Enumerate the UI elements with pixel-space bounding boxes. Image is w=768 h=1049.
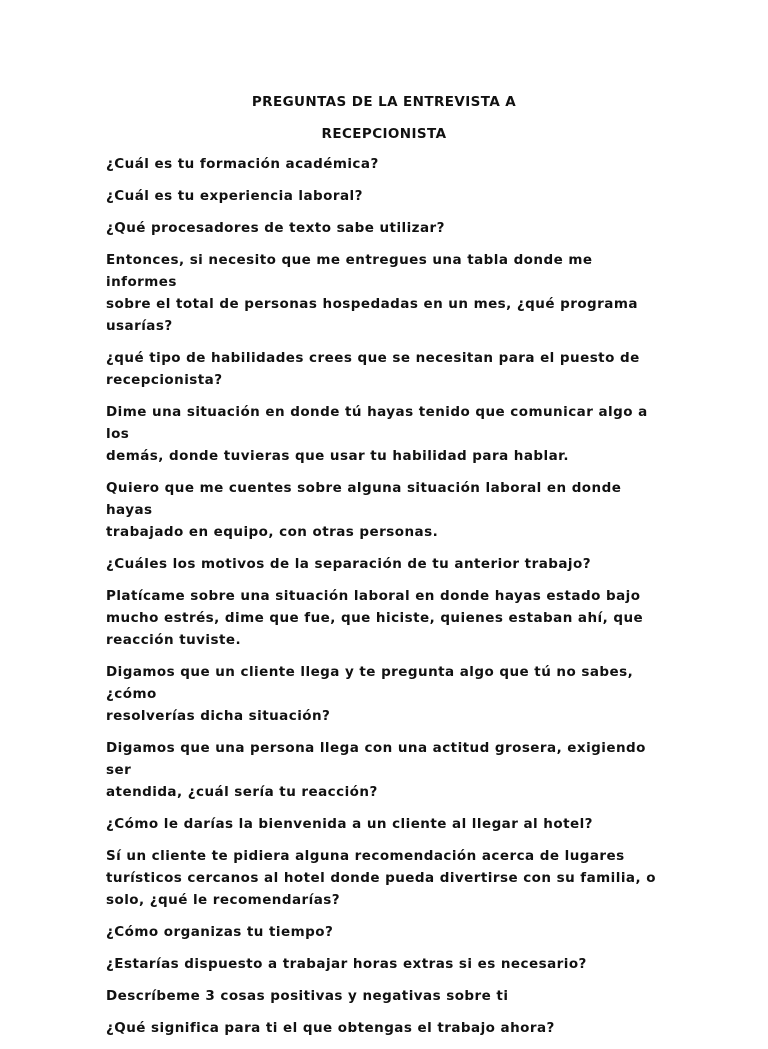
- question-list: [106, 153, 666, 1049]
- question-6: Dime una situación en donde tú hayas tenido que comunicar algo a los demás, donde tuvieras que usar tu habilidad para hablar.: [106, 404, 648, 464]
- question-11: Digamos que una persona llega con una actitud grosera, exigiendo ser atendida, ¿cuál sería tu reacción?: [106, 740, 646, 800]
- question-16: Descríbeme 3 cosas positivas y negativas sobre ti: [106, 988, 509, 1004]
- document-title-line-2: RECEPCIONISTA: [321, 126, 447, 142]
- question-1: ¿Cuál es tu formación académica?: [106, 156, 379, 172]
- question-8: ¿Cuáles los motivos de la separación de tu anterior trabajo?: [106, 556, 592, 572]
- question-7: Quiero que me cuentes sobre alguna situación laboral en donde hayas trabajado en equipo, con otras personas.: [106, 480, 622, 540]
- question-2: ¿Cuál es tu experiencia laboral?: [106, 188, 363, 204]
- question-5: ¿qué tipo de habilidades crees que se necesitan para el puesto de recepcionista?: [106, 350, 640, 388]
- question-4: Entonces, si necesito que me entregues una tabla donde me informes sobre el total de personas hospedadas en un mes, ¿qué programa usarías?: [106, 252, 638, 334]
- question-10: Digamos que un cliente llega y te pregunta algo que tú no sabes, ¿cómo resolverías dicha situación?: [106, 664, 634, 724]
- question-17: ¿Qué significa para ti el que obtengas el trabajo ahora?: [106, 1020, 555, 1036]
- question-15: ¿Estarías dispuesto a trabajar horas extras si es necesario?: [106, 956, 587, 972]
- document-title-line-1: PREGUNTAS DE LA ENTREVISTA A: [251, 94, 517, 110]
- question-13: Sí un cliente te pidiera alguna recomendación acerca de lugares turísticos cercanos al hotel donde pueda divertirse con su familia, o solo, ¿qué le recomendarías?: [106, 848, 656, 908]
- question-3: ¿Qué procesadores de texto sabe utilizar?: [106, 220, 445, 236]
- question-12: ¿Cómo le darías la bienvenida a un cliente al llegar al hotel?: [106, 816, 593, 832]
- question-14: ¿Cómo organizas tu tiempo?: [106, 924, 334, 940]
- question-9: Platícame sobre una situación laboral en donde hayas estado bajo mucho estrés, dime que fue, que hiciste, quienes estaban ahí, que reacción tuviste.: [106, 588, 644, 648]
